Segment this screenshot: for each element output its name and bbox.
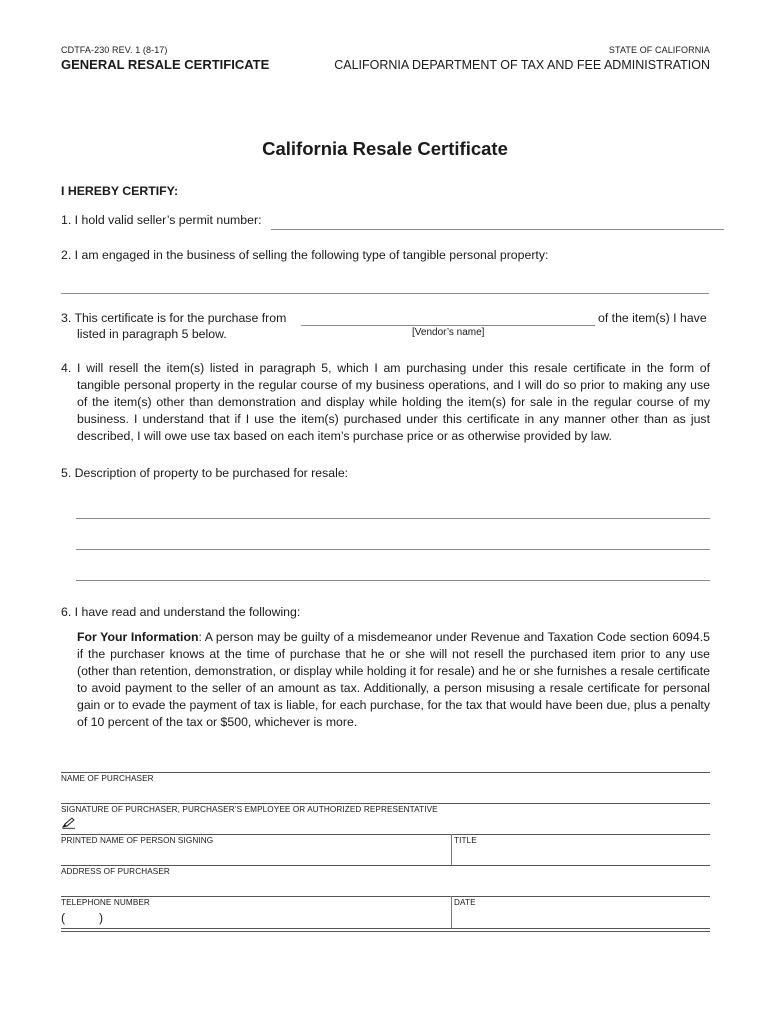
title-divider bbox=[451, 834, 452, 865]
item-2-text: 2. I am engaged in the business of selling the following type of tangible personal property: bbox=[61, 248, 549, 262]
item-3-text-b: of the item(s) I have bbox=[598, 311, 707, 325]
printed-name-field[interactable] bbox=[62, 847, 448, 864]
name-of-purchaser-label: NAME OF PURCHASER bbox=[61, 774, 154, 783]
vendor-underline bbox=[301, 325, 595, 326]
item-3-text-a: 3. This certificate is for the purchase from bbox=[61, 311, 287, 325]
address-top-rule bbox=[61, 865, 710, 866]
name-top-rule bbox=[61, 772, 710, 773]
property-type-underline bbox=[61, 293, 709, 294]
fyi-text: : A person may be guilty of a misdemeanor under Revenue and Taxation Code section 6094.5 if the purchaser knows at the time of purchase that he or she will not resell the purchased item prior to any use (other than retention, demonstration, or display while holding it for resale) and he or she furnishes a resale certificate to avoid payment to the seller of an amount as tax. Additionally, a person misusing a resale certificate for personal gain or to evade the payment of tax is liable, for each purchase, for the tax that would have been due, plus a penalty of 10 percent of the tax or $500, whichever is more. bbox=[77, 630, 710, 729]
fyi-label: For Your Information bbox=[77, 630, 199, 644]
area-code-open: ( bbox=[61, 911, 66, 925]
printed-name-label: PRINTED NAME OF PERSON SIGNING bbox=[61, 836, 214, 845]
form-id: CDTFA-230 REV. 1 (8-17) bbox=[61, 45, 168, 55]
pen-icon bbox=[62, 816, 76, 834]
address-label: ADDRESS OF PURCHASER bbox=[61, 867, 170, 876]
item-4-text: I will resell the item(s) listed in paragraph 5, which I am purchasing under this resale certificate in the form of tangible personal property in the regular course of my business operations, and I will do so prior to making any use of the item(s) other than demonstration and display while holding the item(s) for sale in the regular course of my business. I understand that if I use the item(s) purchased under this certificate in any manner other than as just described, I will owe use tax based on each item’s purchase price or as otherwise provided by law. bbox=[77, 361, 710, 443]
permit-underline bbox=[271, 229, 724, 230]
vendor-caption: [Vendor’s name] bbox=[412, 327, 485, 338]
telephone-top-rule bbox=[61, 896, 710, 897]
certify-heading: I HEREBY CERTIFY: bbox=[61, 184, 179, 198]
date-divider bbox=[451, 896, 452, 929]
item-6-text: 6. I have read and understand the following: bbox=[61, 605, 301, 619]
item-1-text: 1. I hold valid seller’s permit number: bbox=[61, 213, 262, 227]
bottom-rule-2 bbox=[61, 931, 710, 932]
description-line-2 bbox=[76, 549, 710, 550]
item-5-text: 5. Description of property to be purchased for resale: bbox=[61, 466, 349, 480]
address-field[interactable] bbox=[62, 878, 708, 895]
item-4-number: 4. bbox=[61, 361, 72, 375]
form-name: GENERAL RESALE CERTIFICATE bbox=[61, 57, 270, 72]
description-line-3 bbox=[76, 580, 710, 581]
title-label: TITLE bbox=[454, 836, 477, 845]
state-label: STATE OF CALIFORNIA bbox=[608, 45, 710, 55]
bottom-rule-1 bbox=[61, 928, 710, 929]
department-name: CALIFORNIA DEPARTMENT OF TAX AND FEE ADMINISTRATION bbox=[334, 58, 710, 72]
signature-label: SIGNATURE OF PURCHASER, PURCHASER’S EMPLOYEE OR AUTHORIZED REPRESENTATIVE bbox=[61, 805, 438, 814]
item-3-text-c: listed in paragraph 5 below. bbox=[77, 327, 227, 341]
telephone-label: TELEPHONE NUMBER bbox=[61, 898, 150, 907]
page-title: California Resale Certificate bbox=[262, 138, 508, 159]
printed-name-top-rule bbox=[61, 834, 710, 835]
date-field[interactable] bbox=[455, 910, 708, 927]
description-line-1 bbox=[76, 518, 710, 519]
area-code-close: ) bbox=[99, 911, 104, 925]
telephone-field[interactable] bbox=[110, 910, 448, 927]
title-field[interactable] bbox=[455, 847, 708, 864]
date-label: DATE bbox=[454, 898, 476, 907]
fyi-paragraph bbox=[77, 629, 710, 731]
signature-top-rule bbox=[61, 803, 710, 804]
signature-field[interactable] bbox=[80, 816, 708, 833]
name-of-purchaser-field[interactable] bbox=[62, 785, 708, 802]
